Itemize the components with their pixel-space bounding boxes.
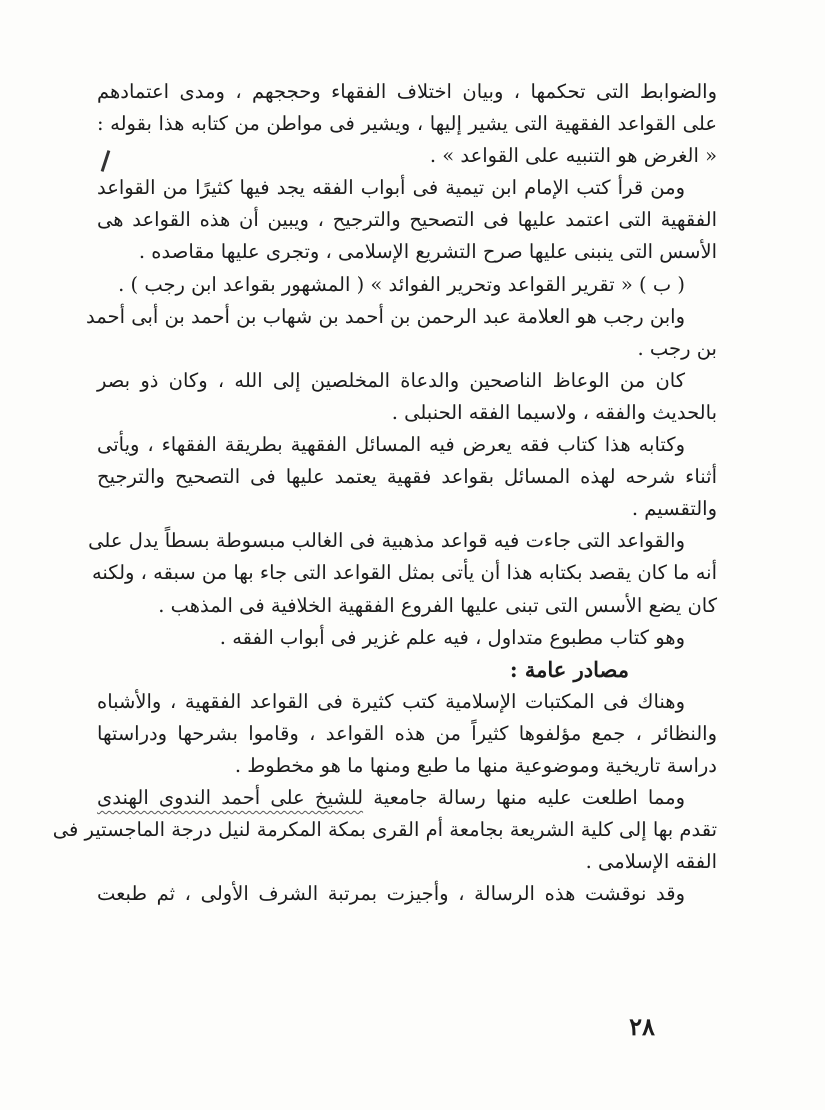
body-line: والقواعد التى جاءت فيه قواعد مذهبية فى الغالب مبسوطة بسطاً يدل على (88, 529, 685, 553)
body-line: دراسة تاريخية وموضوعية منها ما طبع ومنها ما هو مخطوط . (234, 753, 717, 777)
body-line: أثناء شرحه لهذه المسائل بقواعد فقهية يعتمد عليها فى التصحيح والترجيح (97, 465, 717, 489)
body-line: بالحديث والفقه ، ولاسيما الفقه الحنبلى . (391, 400, 717, 424)
body-line: الأسس التى ينبنى عليها صرح التشريع الإسلامى ، وتجرى عليها مقاصده . (138, 240, 717, 264)
body-line: والضوابط التى تحكمها ، وبيان اختلاف الفقهاء وحججهم ، ومدى اعتمادهم (97, 80, 717, 103)
body-line: ( ب ) « تقرير القواعد وتحرير الفوائد » ( المشهور بقواعد ابن رجب ) . (118, 272, 685, 296)
body-line: كان يضع الأسس التى تبنى عليها الفروع الفقهية الخلافية فى المذهب . (158, 593, 717, 617)
body-line: تقدم بها إلى كلية الشريعة بجامعة أم القرى بمكة المكرمة لنيل درجة الماجستير فى (52, 818, 717, 842)
body-line: أنه ما كان يقصد بكتابه هذا أن يأتى بمثل القواعد التى جاء بها من سبقه ، ولكنه (91, 561, 717, 585)
body-line: الفقه الإسلامى . (585, 850, 717, 874)
body-line: والنظائر ، جمع مؤلفوها كثيراً من هذه القواعد ، وقاموا بشرحها ودراستها (97, 721, 717, 745)
body-line: بن رجب . (637, 336, 717, 360)
page-body (52, 76, 717, 910)
body-line: كان من الوعاظ الناصحين والدعاة المخلصين إلى الله ، وكان ذو بصر (97, 368, 685, 392)
reference-lead-text: ومما اطلعت عليه منها رسالة جامعية (363, 786, 685, 810)
page-number: ٢٨ (629, 1012, 655, 1041)
body-line: وهو كتاب مطبوع متداول ، فيه علم غزير فى أبواب الفقه . (219, 625, 685, 649)
body-line: الفقهية التى اعتمد عليها فى التصحيح والترجيح ، ويبين أن هذه القواعد هى (97, 208, 717, 232)
body-line: وهناك فى المكتبات الإسلامية كتب كثيرة فى القواعد الفقهية ، والأشباه (97, 689, 685, 713)
body-line: والتقسيم . (631, 497, 717, 521)
body-line: ومن قرأ كتب الإمام ابن تيمية فى أبواب الفقه يجد فيها كثيرًا من القواعد (97, 176, 685, 200)
body-line: « الغرض هو التنبيه على القواعد » . (429, 144, 717, 168)
body-line: وكتابه هذا كتاب فقه يعرض فيه المسائل الفقهية بطريقة الفقهاء ، ويأتى (97, 433, 685, 457)
section-heading: مصادر عامة : (509, 656, 629, 682)
body-line: وابن رجب هو العلامة عبد الرحمن بن أحمد بن شهاب بن أحمد بن أبى أحمد (86, 304, 685, 328)
body-line: وقد نوقشت هذه الرسالة ، وأجيزت بمرتبة الشرف الأولى ، ثم طبعت (97, 882, 685, 906)
body-line: على القواعد الفقهية التى يشير إليها ، ويشير فى مواطن من كتابه هذا بقوله : (97, 112, 717, 136)
underlined-author-name: للشيخ على أحمد الندوى الهندى (97, 786, 364, 810)
underlined-reference-line (97, 782, 717, 814)
